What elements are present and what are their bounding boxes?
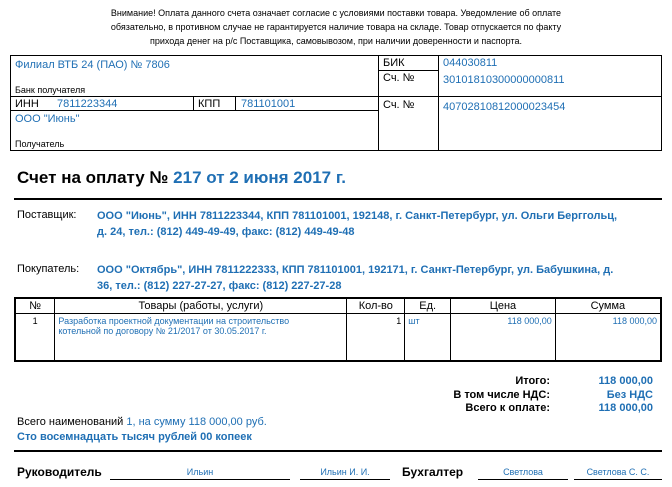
total-value: 118 000,00 [598, 375, 653, 387]
divider [11, 96, 378, 97]
account-value: 40702810812000023454 [443, 101, 566, 113]
buyer-line-2: 36, тел.: (812) 227-27-27, факс: (812) 227-27-28 [97, 280, 342, 292]
buyer-line-1: ООО "Октябрь", ИНН 7811222333, КПП 781101001, 192171, г. Санкт-Петербург, ул. Бабушкина, д. [97, 264, 614, 276]
invoice-title-prefix: Счет на оплату № [17, 168, 174, 187]
divider [11, 110, 378, 111]
divider [378, 96, 662, 97]
bank-label: Банк получателя [15, 85, 86, 95]
supplier-label: Поставщик: [17, 209, 77, 221]
table-header-row [15, 298, 661, 314]
row-goods-line-1: Разработка проектной документации на строительство [58, 316, 290, 326]
accountant-label: Бухгалтер [402, 465, 464, 479]
row-qty: 1 [347, 314, 405, 362]
corr-account-label: Сч. № [383, 72, 415, 84]
kpp-label: КПП [198, 98, 221, 110]
row-sum: 118 000,00 [555, 314, 661, 362]
recipient-label: Получатель [15, 139, 65, 149]
row-unit: шт [405, 314, 451, 362]
vat-label: В том числе НДС: [453, 389, 550, 401]
amount-in-words: Сто восемнадцать тысяч рублей 00 копеек [17, 431, 252, 443]
invoice-number-date: 217 от 2 июня 2017 г. [173, 168, 346, 187]
pay-value: 118 000,00 [598, 402, 653, 414]
accountant-name-line [574, 479, 662, 480]
divider [193, 96, 194, 110]
row-goods-line-2: котельной по договору № 21/2017 от 30.05.2017 г. [58, 326, 267, 336]
notice-line-2: обязательно, в противном случае не гарантируется наличие товара на складе. Товар отпускается по факту [110, 22, 562, 32]
total-label: Итого: [515, 375, 550, 387]
supplier-details [97, 208, 667, 240]
inn-label: ИНН [15, 98, 39, 110]
divider [14, 450, 662, 452]
items-summary-prefix: Всего наименований [17, 416, 127, 428]
head-name: Ильин И. И. [320, 467, 370, 477]
divider [14, 198, 662, 200]
account-label: Сч. № [383, 99, 415, 111]
row-goods [55, 314, 347, 362]
buyer-details [97, 262, 667, 294]
recipient-name: ООО "Июнь" [15, 113, 80, 125]
row-price: 118 000,00 [451, 314, 556, 362]
supplier-line-1: ООО "Июнь", ИНН 7811223344, КПП 781101001, 192148, г. Санкт-Петербург, ул. Ольги Берггольц, [97, 210, 618, 222]
head-label: Руководитель [17, 465, 102, 479]
bik-value: 044030811 [443, 57, 498, 69]
accountant-signature: Светлова [503, 467, 543, 477]
notice-line-3: прихода денег на р/с Поставщика, самовывозом, при наличии доверенности и паспорта. [149, 36, 523, 46]
bank-details-box [10, 55, 662, 151]
kpp-value: 781101001 [241, 98, 296, 110]
pay-label: Всего к оплате: [465, 402, 550, 414]
bank-name: Филиал ВТБ 24 (ПАО) № 7806 [15, 59, 170, 71]
items-summary-value: 1, на сумму 118 000,00 руб. [126, 416, 267, 428]
items-summary [17, 416, 267, 428]
buyer-label: Покупатель: [17, 263, 80, 275]
notice-line-1: Внимание! Оплата данного счета означает согласие с условиями поставки товара. Уведомление об оплате [110, 8, 562, 18]
divider [378, 70, 438, 71]
divider [438, 56, 439, 151]
supplier-line-2: д. 24, тел.: (812) 449-49-49, факс: (812) 449-49-48 [97, 226, 355, 238]
inn-value: 7811223344 [57, 98, 118, 110]
col-unit-header: Ед. [405, 298, 451, 314]
col-goods-header: Товары (работы, услуги) [55, 298, 347, 314]
table-row [15, 314, 661, 362]
vat-value: Без НДС [606, 389, 653, 401]
accountant-name: Светлова С. С. [586, 467, 650, 477]
accountant-signature-line [478, 479, 568, 480]
divider [235, 96, 236, 110]
invoice-title [17, 168, 346, 188]
items-table [14, 297, 662, 362]
col-price-header: Цена [451, 298, 556, 314]
col-number-header: № [15, 298, 55, 314]
corr-account-value: 30101810300000000811 [443, 74, 565, 86]
col-qty-header: Кол-во [347, 298, 405, 314]
row-number: 1 [15, 314, 55, 362]
payment-notice [40, 6, 632, 48]
head-name-line [300, 479, 390, 480]
head-signature-line [110, 479, 290, 480]
bik-label: БИК [383, 57, 405, 69]
col-sum-header: Сумма [555, 298, 661, 314]
head-signature: Ильин [186, 467, 214, 477]
